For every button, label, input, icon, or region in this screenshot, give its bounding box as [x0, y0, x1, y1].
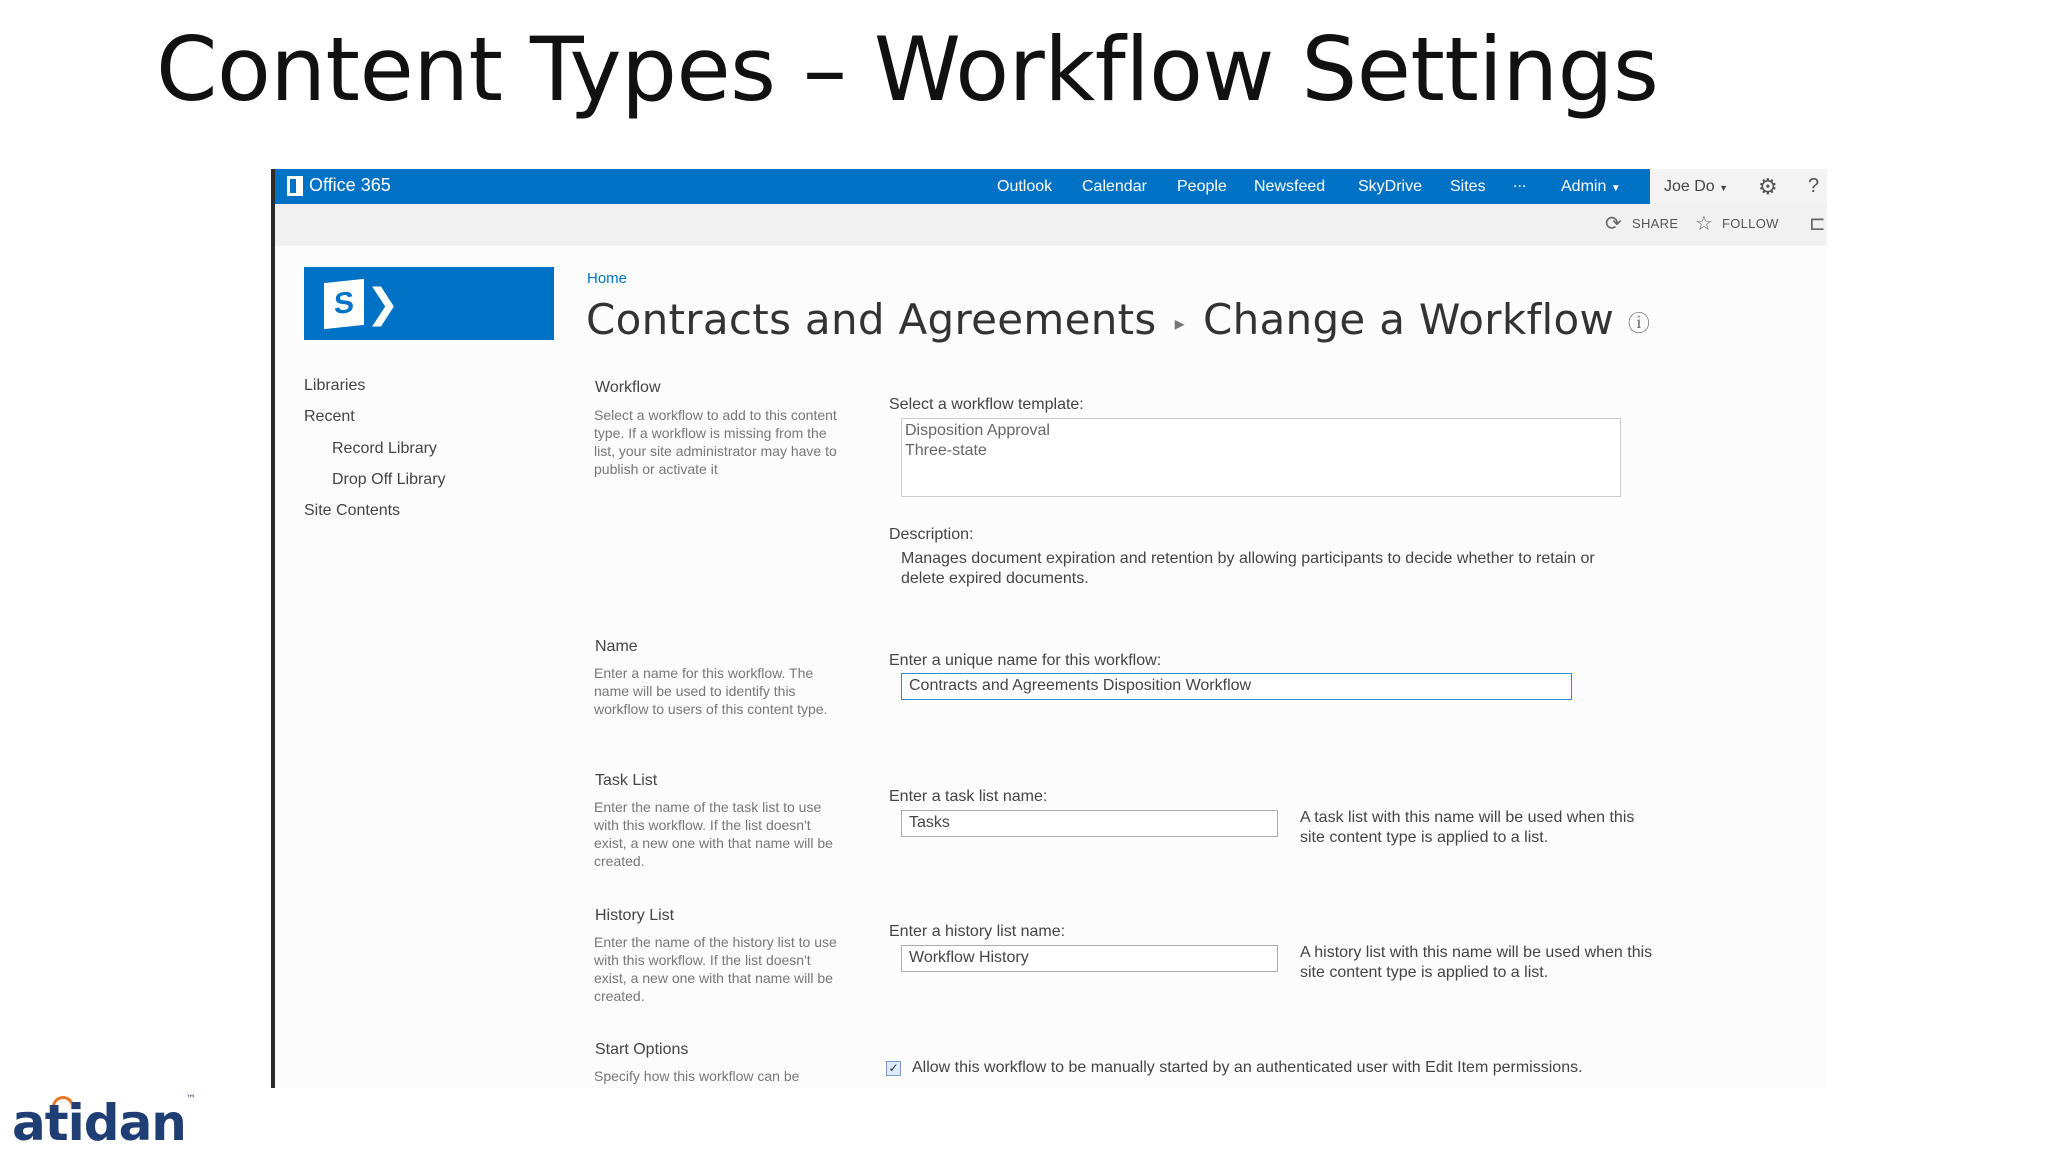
trademark-icon: ™ — [185, 1094, 195, 1105]
focus-icon[interactable]: ⊏ — [1809, 213, 1826, 235]
workflow-template-label: Select a workflow template: — [889, 396, 1084, 413]
atidan-logo-text: atidan — [12, 1094, 186, 1152]
office365-suite-bar — [275, 169, 1827, 204]
nav-recent[interactable]: Recent — [304, 408, 355, 425]
template-option[interactable]: Three-state — [905, 442, 987, 459]
sharepoint-arrow-icon: ❯ — [366, 282, 400, 326]
nav-sites[interactable]: Sites — [1450, 178, 1486, 195]
manual-start-label[interactable]: Allow this workflow to be manually started by an authenticated user with Edit Item permissions. — [912, 1059, 1583, 1076]
nav-record-library[interactable]: Record Library — [332, 440, 437, 457]
user-name: Joe Do — [1664, 178, 1715, 195]
user-menu[interactable] — [1664, 178, 1728, 196]
nav-libraries[interactable]: Libraries — [304, 377, 366, 394]
history-list-section-heading: History List — [595, 907, 675, 924]
site-title-link[interactable]: Contracts and Agreements — [586, 295, 1157, 344]
page-title-text: Change a Workflow — [1202, 295, 1615, 344]
manual-start-checkbox[interactable]: ✓ — [886, 1061, 901, 1076]
workflow-description-text: Manages document expiration and retention by allowing participants to decide whether to retain or delete expired documents. — [901, 550, 1595, 587]
name-field-label: Enter a unique name for this workflow: — [889, 652, 1162, 669]
share-icon[interactable]: ⟳ — [1605, 213, 1622, 235]
workflow-template-list[interactable] — [901, 418, 1621, 497]
page-title — [586, 295, 1650, 344]
nav-newsfeed[interactable]: Newsfeed — [1254, 178, 1326, 195]
nav-admin[interactable] — [1561, 178, 1621, 196]
task-list-label: Enter a task list name: — [889, 788, 1048, 805]
task-list-section-description: Enter the name of the task list to use with this workflow. If the list doesn't exist, a new one with that name will be created. — [594, 799, 833, 869]
nav-drop-off-library[interactable]: Drop Off Library — [332, 471, 446, 488]
breadcrumb-separator-icon: ▸ — [1174, 310, 1185, 335]
task-list-hint: A task list with this name will be used when this site content type is applied to a list. — [1300, 809, 1635, 846]
star-icon[interactable]: ☆ — [1695, 213, 1713, 235]
name-section-description: Enter a name for this workflow. The name will be used to identify this workflow to users of this content type. — [594, 665, 828, 717]
follow-button[interactable]: FOLLOW — [1722, 216, 1779, 231]
info-icon[interactable]: ⓘ — [1627, 312, 1651, 337]
atidan-logo — [12, 1094, 195, 1152]
history-list-hint: A history list with this name will be used when this site content type is applied to a list. — [1300, 944, 1653, 981]
start-options-section-heading: Start Options — [595, 1041, 689, 1058]
task-list-input[interactable]: Tasks — [901, 810, 1278, 837]
history-list-input[interactable]: Workflow History — [901, 945, 1278, 972]
sharepoint-screenshot — [271, 169, 1827, 1088]
chevron-down-icon: ▼ — [1610, 183, 1621, 194]
share-button[interactable]: SHARE — [1632, 216, 1679, 231]
workflow-name-input[interactable]: Contracts and Agreements Disposition Workflow — [901, 673, 1572, 700]
suite-nav — [275, 169, 1827, 204]
slide-title: Content Types – Workflow Settings — [156, 18, 1659, 121]
nav-site-contents[interactable]: Site Contents — [304, 502, 401, 519]
description-label: Description: — [889, 526, 974, 543]
nav-people[interactable]: People — [1177, 178, 1227, 195]
workflow-section-description: Select a workflow to add to this content type. If a workflow is missing from the list, your site administrator may have to publish or activate it — [594, 407, 837, 477]
nav-admin-label: Admin — [1561, 178, 1607, 195]
nav-calendar[interactable]: Calendar — [1082, 178, 1147, 195]
sharepoint-logo[interactable] — [304, 267, 554, 340]
template-option[interactable]: Disposition Approval — [905, 422, 1050, 439]
name-section-heading: Name — [595, 638, 638, 655]
nav-more[interactable]: ... — [1513, 174, 1527, 191]
office365-brand-label: Office 365 — [309, 175, 391, 195]
nav-outlook[interactable]: Outlook — [997, 178, 1053, 195]
start-options-section-description: Specify how this workflow can be — [594, 1068, 800, 1084]
page-actions-bar — [275, 204, 1827, 246]
workflow-section-heading: Workflow — [595, 379, 661, 396]
help-icon[interactable]: ? — [1808, 175, 1820, 197]
user-area — [1650, 169, 1827, 204]
task-list-section-heading: Task List — [595, 772, 658, 789]
chevron-down-icon: ▼ — [1719, 183, 1729, 193]
history-list-section-description: Enter the name of the history list to use with this workflow. If the list doesn't exist, a new one with that name will be created. — [594, 934, 837, 1004]
gear-icon[interactable]: ⚙ — [1758, 174, 1778, 199]
nav-skydrive[interactable]: SkyDrive — [1358, 178, 1423, 195]
sharepoint-s-icon: S — [324, 279, 364, 329]
breadcrumb-home[interactable]: Home — [587, 270, 628, 287]
history-list-label: Enter a history list name: — [889, 923, 1066, 940]
